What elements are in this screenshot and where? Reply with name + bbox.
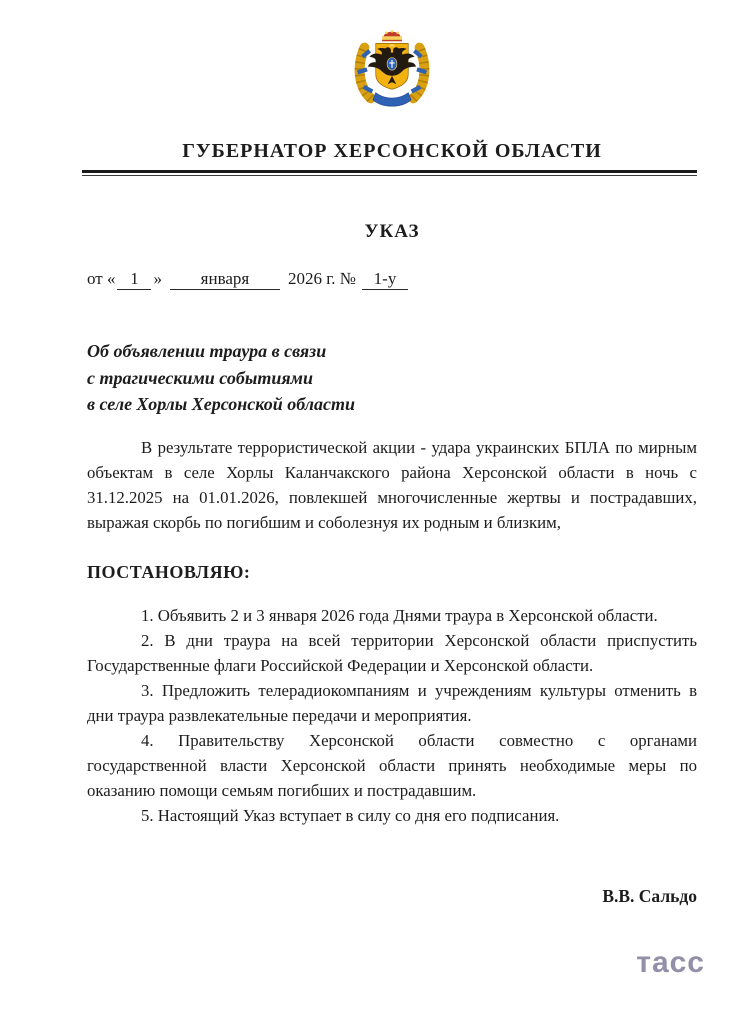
resolution-word: ПОСТАНОВЛЯЮ: [87,561,251,582]
date-month-value: января [170,269,280,290]
signature-name: В.В. Сальдо [602,885,697,906]
decree-items [87,603,697,828]
decree-date-line [87,269,697,290]
subject-line: с трагическими событиями [87,367,313,388]
decree-type-heading: УКАЗ [364,221,420,242]
decree-item: 2. В дни траура на всей территории Херсонской области приспустить Государственные флаги Российской Федерации и Херсонской области. [87,630,697,675]
date-day-value: 1 [117,269,151,290]
emblem-ribbon [373,93,411,106]
letterhead-divider [82,170,697,176]
kherson-oblast-emblem-icon [339,25,445,121]
decree-subject [87,338,697,418]
decree-item: 1. Объявить 2 и 3 января 2026 года Днями траура в Херсонской области. [141,605,658,625]
date-closing-quote: » [153,269,162,288]
date-year-and-number-label: 2026 г. № [287,269,356,288]
tass-logo: тасс [636,946,705,979]
decree-item: 5. Настоящий Указ вступает в силу со дня его подписания. [141,805,560,825]
decree-preamble: В результате террористической акции - удара украинских БПЛА по мирным объектам в селе Хорлы Каланчакского района Херсонской области в ночь с 31.12.2025 на 01.01.2026, повлекшей многочисленные жертвы и пострадавших, выражая скорбь по погибшим и соболезнуя их родным и близким, [87,437,697,532]
emblem-wreath-right [411,48,427,99]
decree-item: 4. Правительству Херсонской области совместно с органами государственной власти Херсонской области принять необходимые меры по оказанию помощи семьям погибших и пострадавшим. [87,730,697,800]
decree-number-value: 1-у [362,269,408,290]
subject-line: Об объявлении траура в связи [87,341,327,361]
letterhead-title: ГУБЕРНАТОР ХЕРСОНСКОЙ ОБЛАСТИ [182,140,602,162]
date-from-word: от « [87,269,116,288]
subject-line: в селе Хорлы Херсонской области [87,394,355,414]
decree-item: 3. Предложить телерадиокомпаниям и учреждениям культуры отменить в дни траура развлекательные передачи и мероприятия. [87,680,697,725]
emblem-wreath-left [357,48,373,99]
emblem-crown [382,30,402,41]
